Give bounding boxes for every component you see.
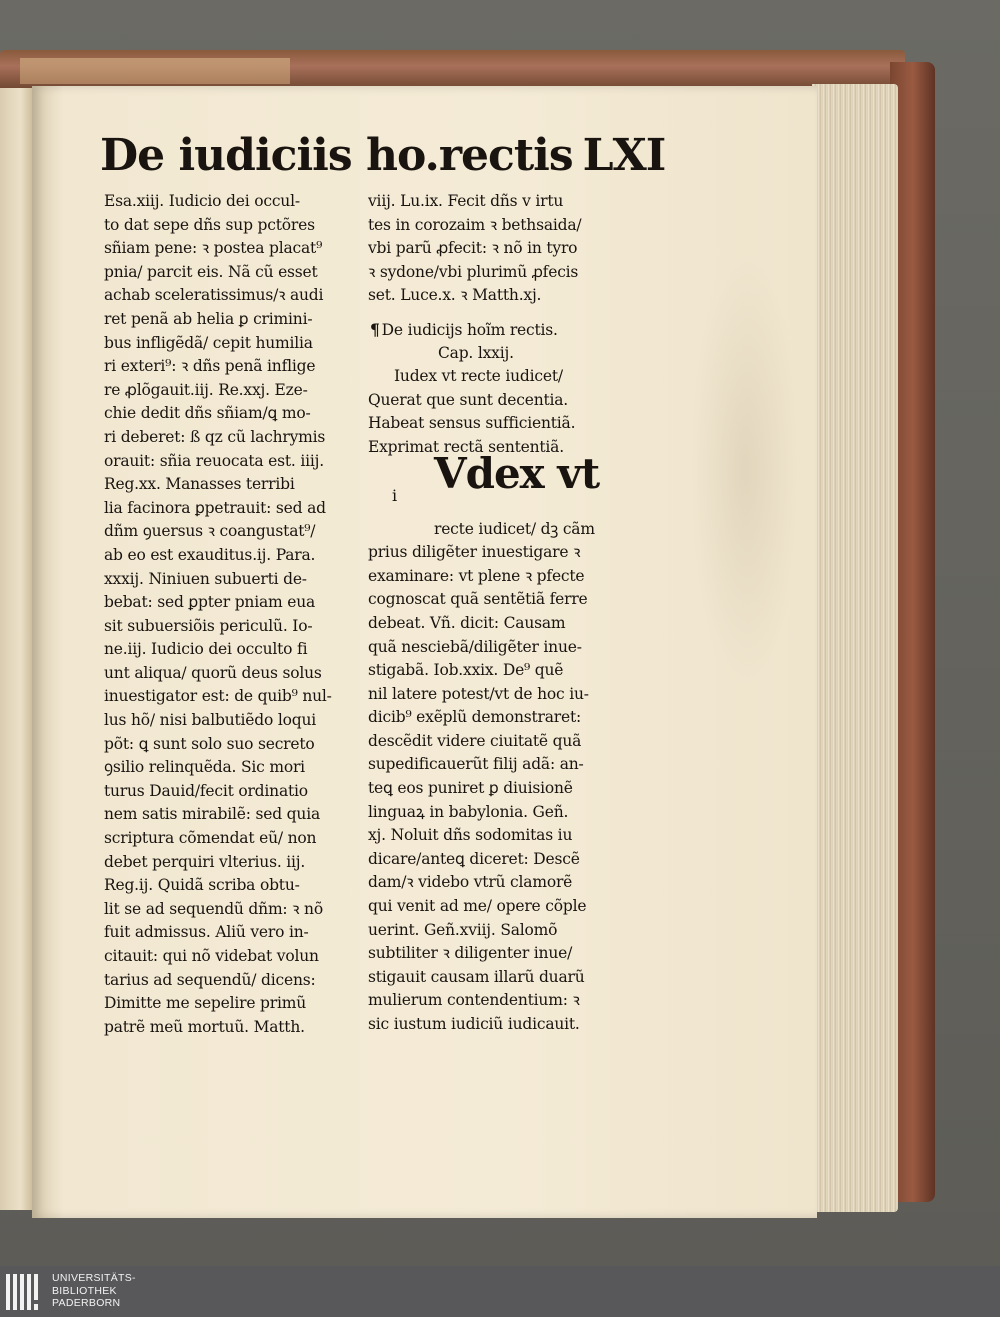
text-line: fuit admissus. Aliũ vero in- bbox=[104, 923, 309, 942]
text-line: stigauit causam illarũ duarũ bbox=[368, 967, 585, 986]
pilcrow-icon: ¶ bbox=[370, 319, 380, 339]
facing-page-edge bbox=[0, 88, 34, 1210]
text-line: ri exteri⁹: ꝛ dñs penã inflige bbox=[104, 357, 316, 376]
logo-line-3: PADERBORN bbox=[52, 1297, 121, 1309]
text-line: patrẽ meũ mortuũ. Matth. bbox=[104, 1017, 305, 1036]
text-line: pnia/ parcit eis. Nã cũ esset bbox=[104, 262, 318, 281]
text-line: Reg.xx. Manasses terribi bbox=[104, 475, 295, 494]
library-footer-bar bbox=[0, 1266, 1000, 1317]
right-text-column bbox=[368, 190, 624, 1037]
text-line: tes in corozaim ꝛ bethsaida/ bbox=[368, 215, 582, 234]
text-line: recte iudicet/ dꝫ cãm bbox=[434, 519, 595, 538]
text-line: uerint. Geñ.xviij. Salomõ bbox=[368, 920, 558, 939]
logo-line-1: UNIVERSITÄTS- bbox=[52, 1272, 136, 1284]
folio-number: LXI bbox=[582, 130, 666, 181]
text-line: bus infligẽdã/ cepit humilia bbox=[104, 333, 313, 352]
text-line: re ꝓlõgauit.iij. Re.xxj. Eze- bbox=[104, 380, 308, 399]
text-line: lit se ad sequendũ dñm: ꝛ nõ bbox=[104, 899, 323, 918]
page-block-edges bbox=[812, 84, 898, 1212]
text-line: examinare: vt plene ꝛ pfecte bbox=[368, 566, 585, 585]
text-line: linguaꝝ in babylonia. Geñ. bbox=[368, 802, 569, 821]
guide-letter: i bbox=[392, 485, 397, 505]
text-line: achab sceleratissimus/ꝛ audi bbox=[104, 286, 324, 305]
text-line: xj. Noluit dñs sodomitas iu bbox=[368, 826, 573, 845]
incipit-initial-words: Vdex vt bbox=[434, 448, 600, 498]
library-logo-text bbox=[52, 1272, 136, 1310]
text-line: dñm ꝯuersus ꝛ coangustat⁹/ bbox=[104, 522, 316, 541]
text-line: viij. Lu.ix. Fecit dñs v irtu bbox=[368, 192, 564, 210]
text-line: Reg.ij. Quidã scriba obtu- bbox=[104, 876, 300, 895]
text-line: ꝛ sydone/vbi plurimũ ꝓfecis bbox=[368, 262, 579, 281]
text-line: nil latere potest/vt de hoc iu- bbox=[368, 684, 589, 703]
text-line: ab eo est exauditus.ij. Para. bbox=[104, 545, 316, 564]
text-line: prius diligẽter inuestigare ꝛ bbox=[368, 543, 581, 562]
text-line: unt aliqua/ quorũ deus solus bbox=[104, 663, 322, 682]
text-line: inuestigator est: de quib⁹ nul- bbox=[104, 687, 332, 706]
book-cover-highlight bbox=[20, 58, 290, 84]
text-line: dicare/anteꝗ diceret: Descẽ bbox=[368, 849, 580, 868]
text-line: turus Dauid/fecit ordinatio bbox=[104, 781, 308, 800]
incipit bbox=[368, 448, 624, 518]
text-line: lia facinora ꝑpetrauit: sed ad bbox=[104, 498, 326, 517]
ink-bleed-shadow bbox=[690, 250, 800, 690]
text-line: debet perquiri vlterius. iij. bbox=[104, 852, 306, 871]
text-line: ri deberet: ß qz cũ lachrymis bbox=[104, 427, 326, 446]
text-line: sñiam pene: ꝛ postea placat⁹ bbox=[104, 239, 323, 258]
right-column-indented-text bbox=[368, 518, 624, 542]
heading-title: De iudiciis ho.rectis bbox=[100, 130, 573, 181]
text-line: dicib⁹ exẽplũ demonstraret: bbox=[368, 708, 582, 727]
rubric-title bbox=[368, 318, 624, 342]
logo-line-2: BIBLIOTHEK bbox=[52, 1284, 117, 1297]
text-line: ꝯsilio relinquẽda. Sic mori bbox=[104, 758, 305, 777]
text-line: lus hõ/ nisi balbutiẽdo loqui bbox=[104, 711, 316, 730]
text-line: quã nesciebã/diligẽter inue- bbox=[368, 637, 582, 656]
text-line: sit subuersiõis periculũ. Io- bbox=[104, 616, 313, 635]
chapter-number: Cap. lxxij. bbox=[438, 343, 514, 362]
text-line: tarius ad sequendũ/ dicens: bbox=[104, 970, 316, 989]
text-line: ne.iij. Iudicio dei occulto fi bbox=[104, 640, 308, 659]
text-line: sic iustum iudiciũ iudicauit. bbox=[368, 1015, 580, 1033]
text-line: citauit: qui nõ videbat volun bbox=[104, 947, 319, 965]
chapter-rubric bbox=[368, 318, 624, 365]
text-line: qui venit ad me/ opere cõple bbox=[368, 897, 587, 916]
library-logo-icon bbox=[6, 1274, 44, 1310]
text-line: teꝗ eos puniret ꝑ diuisionẽ bbox=[368, 779, 573, 798]
text-line: ret penã ab helia ꝑ crimini- bbox=[104, 309, 313, 328]
text-line: chie dedit dñs sñiam/ꝗ mo- bbox=[104, 404, 311, 423]
text-line: Esa.xiij. Iudicio dei occul- bbox=[104, 192, 300, 210]
text-line: Iudex vt recte iudicet/ bbox=[394, 367, 563, 386]
right-column-top-text bbox=[368, 190, 624, 308]
left-text-column bbox=[104, 190, 359, 1039]
text-line: supedificauerũt filij adã: an- bbox=[368, 755, 584, 774]
text-line: cognoscat quã sentẽtiã ferre bbox=[368, 590, 588, 609]
text-line: debeat. Vñ. dicit: Causam bbox=[368, 613, 566, 632]
text-line: Querat que sunt decentia. bbox=[368, 390, 569, 409]
text-line: Habeat sensus sufficientiã. bbox=[368, 414, 576, 433]
text-line: Exprimat rectã sententiã. bbox=[368, 437, 564, 456]
mnemonic-verse bbox=[368, 365, 624, 459]
text-line: xxxij. Niniuen subuerti de- bbox=[104, 569, 307, 588]
text-line: orauit: sñia reuocata est. iiij. bbox=[104, 451, 324, 470]
text-line: vbi parũ ꝓfecit: ꝛ nõ in tyro bbox=[368, 239, 578, 258]
text-line: bebat: sed ꝑpter pniam eua bbox=[104, 593, 316, 612]
text-line: subtiliter ꝛ diligenter inue/ bbox=[368, 944, 573, 963]
text-line: set. Luce.x. ꝛ Matth.xj. bbox=[368, 286, 542, 305]
text-line: mulierum contendentium: ꝛ bbox=[368, 991, 580, 1010]
running-heading bbox=[100, 130, 666, 190]
text-line: nem satis mirabilẽ: sed quia bbox=[104, 805, 320, 824]
right-column-body-text bbox=[368, 541, 624, 1036]
text-line: to dat sepe dñs sup pctõres bbox=[104, 215, 315, 234]
text-line: Dimitte me sepelire primũ bbox=[104, 994, 307, 1013]
text-line: descẽdit videre ciuitatẽ quã bbox=[368, 731, 582, 750]
text-line: dam/ꝛ videbo vtrũ clamorẽ bbox=[368, 873, 573, 892]
text-line: stigabã. Iob.xxix. De⁹ quẽ bbox=[368, 661, 564, 680]
text-line: scriptura cõmendat eũ/ non bbox=[104, 829, 317, 848]
rubric-title-text: De iudicijs hoĩm rectis. bbox=[381, 320, 558, 339]
text-line: põt: ꝗ sunt solo suo secreto bbox=[104, 734, 315, 753]
